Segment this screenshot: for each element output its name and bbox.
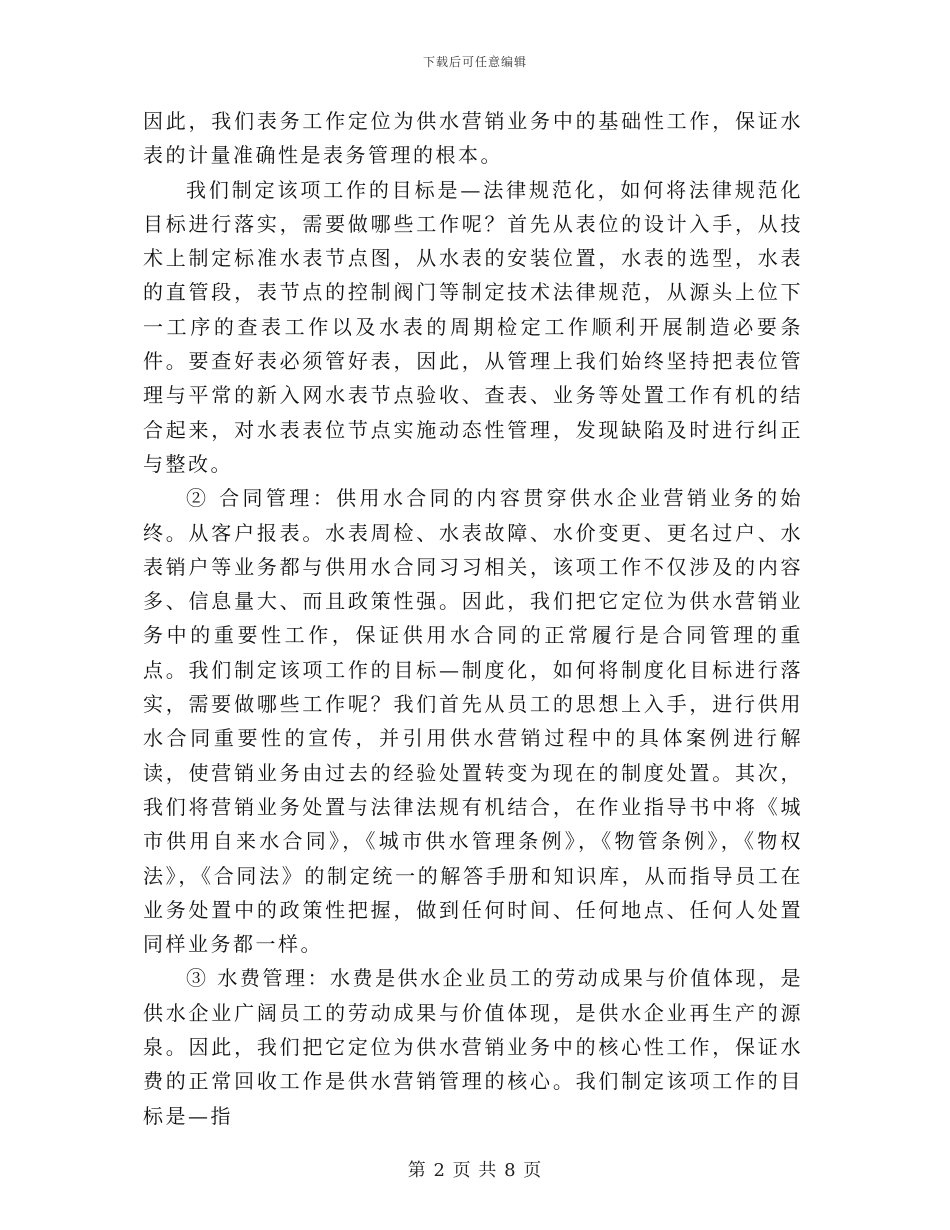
document-body [143, 104, 803, 1133]
paragraph-1: 因此，我们表务工作定位为供水营销业务中的基础性工作，保证水表的计量准确性是表务管理的根本。 [143, 109, 803, 168]
paragraph-2: 我们制定该项工作的目标是—法律规范化，如何将法律规范化目标进行落实，需要做哪些工作呢？首先从表位的设计入手，从技术上制定标准水表节点图，从水表的安装位置，水表的选型，水表的直管段，表节点的控制阀门等制定技术法律规范，从源头上位下一工序的查表工作以及水表的周期检定工作顺利开展制造必要条件。要查好表必须管好表，因此，从管理上我们始终坚持把表位管理与平常的新入网水表节点验收、查表、业务等处置工作有机的结合起来，对水表表位节点实施动态性管理，发现缺陷及时进行纠正与整改。 [143, 177, 803, 476]
page-footer [0, 1156, 950, 1182]
page-number-label: 第 2 页 共 8 页 [407, 1160, 543, 1181]
paragraph-4-water-fee-management: ③ 水费管理：水费是供水企业员工的劳动成果与价值体现，是供水企业广阔员工的劳动成果与价值体现，是供水企业再生产的源泉。因此，我们把它定位为供水营销业务中的核心性工作，保证水费的正常回收工作是供水营销管理的核心。我们制定该项工作的目标是—指 [143, 966, 803, 1128]
page-header-note: 下载后可任意编辑 [422, 55, 527, 69]
paragraph-3-contract-management: ② 合同管理：供用水合同的内容贯穿供水企业营销业务的始终。从客户报表。水表周检、水表故障、水价变更、更名过户、水表销户等业务都与供用水合同习习相关，该项工作不仅涉及的内容多、信息量大、而且政策性强。因此，我们把它定位为供水营销业务中的重要性工作，保证供用水合同的正常履行是合同管理的重点。我们制定该项工作的目标—制度化，如何将制度化目标进行落实，需要做哪些工作呢？我们首先从员工的思想上入手，进行供用水合同重要性的宣传，并引用供水营销过程中的具体案例进行解读，使营销业务由过去的经验处置转变为现在的制度处置。其次，我们将营销业务处置与法律法规有机结合，在作业指导书中将《城市供用自来水合同》，《城市供水管理条例》，《物管条例》，《物权法》，《合同法》的制定统一的解答手册和知识库，从而指导员工在业务处置中的政策性把握，做到任何时间、任何地点、任何人处置同样业务都一样。 [143, 486, 803, 957]
